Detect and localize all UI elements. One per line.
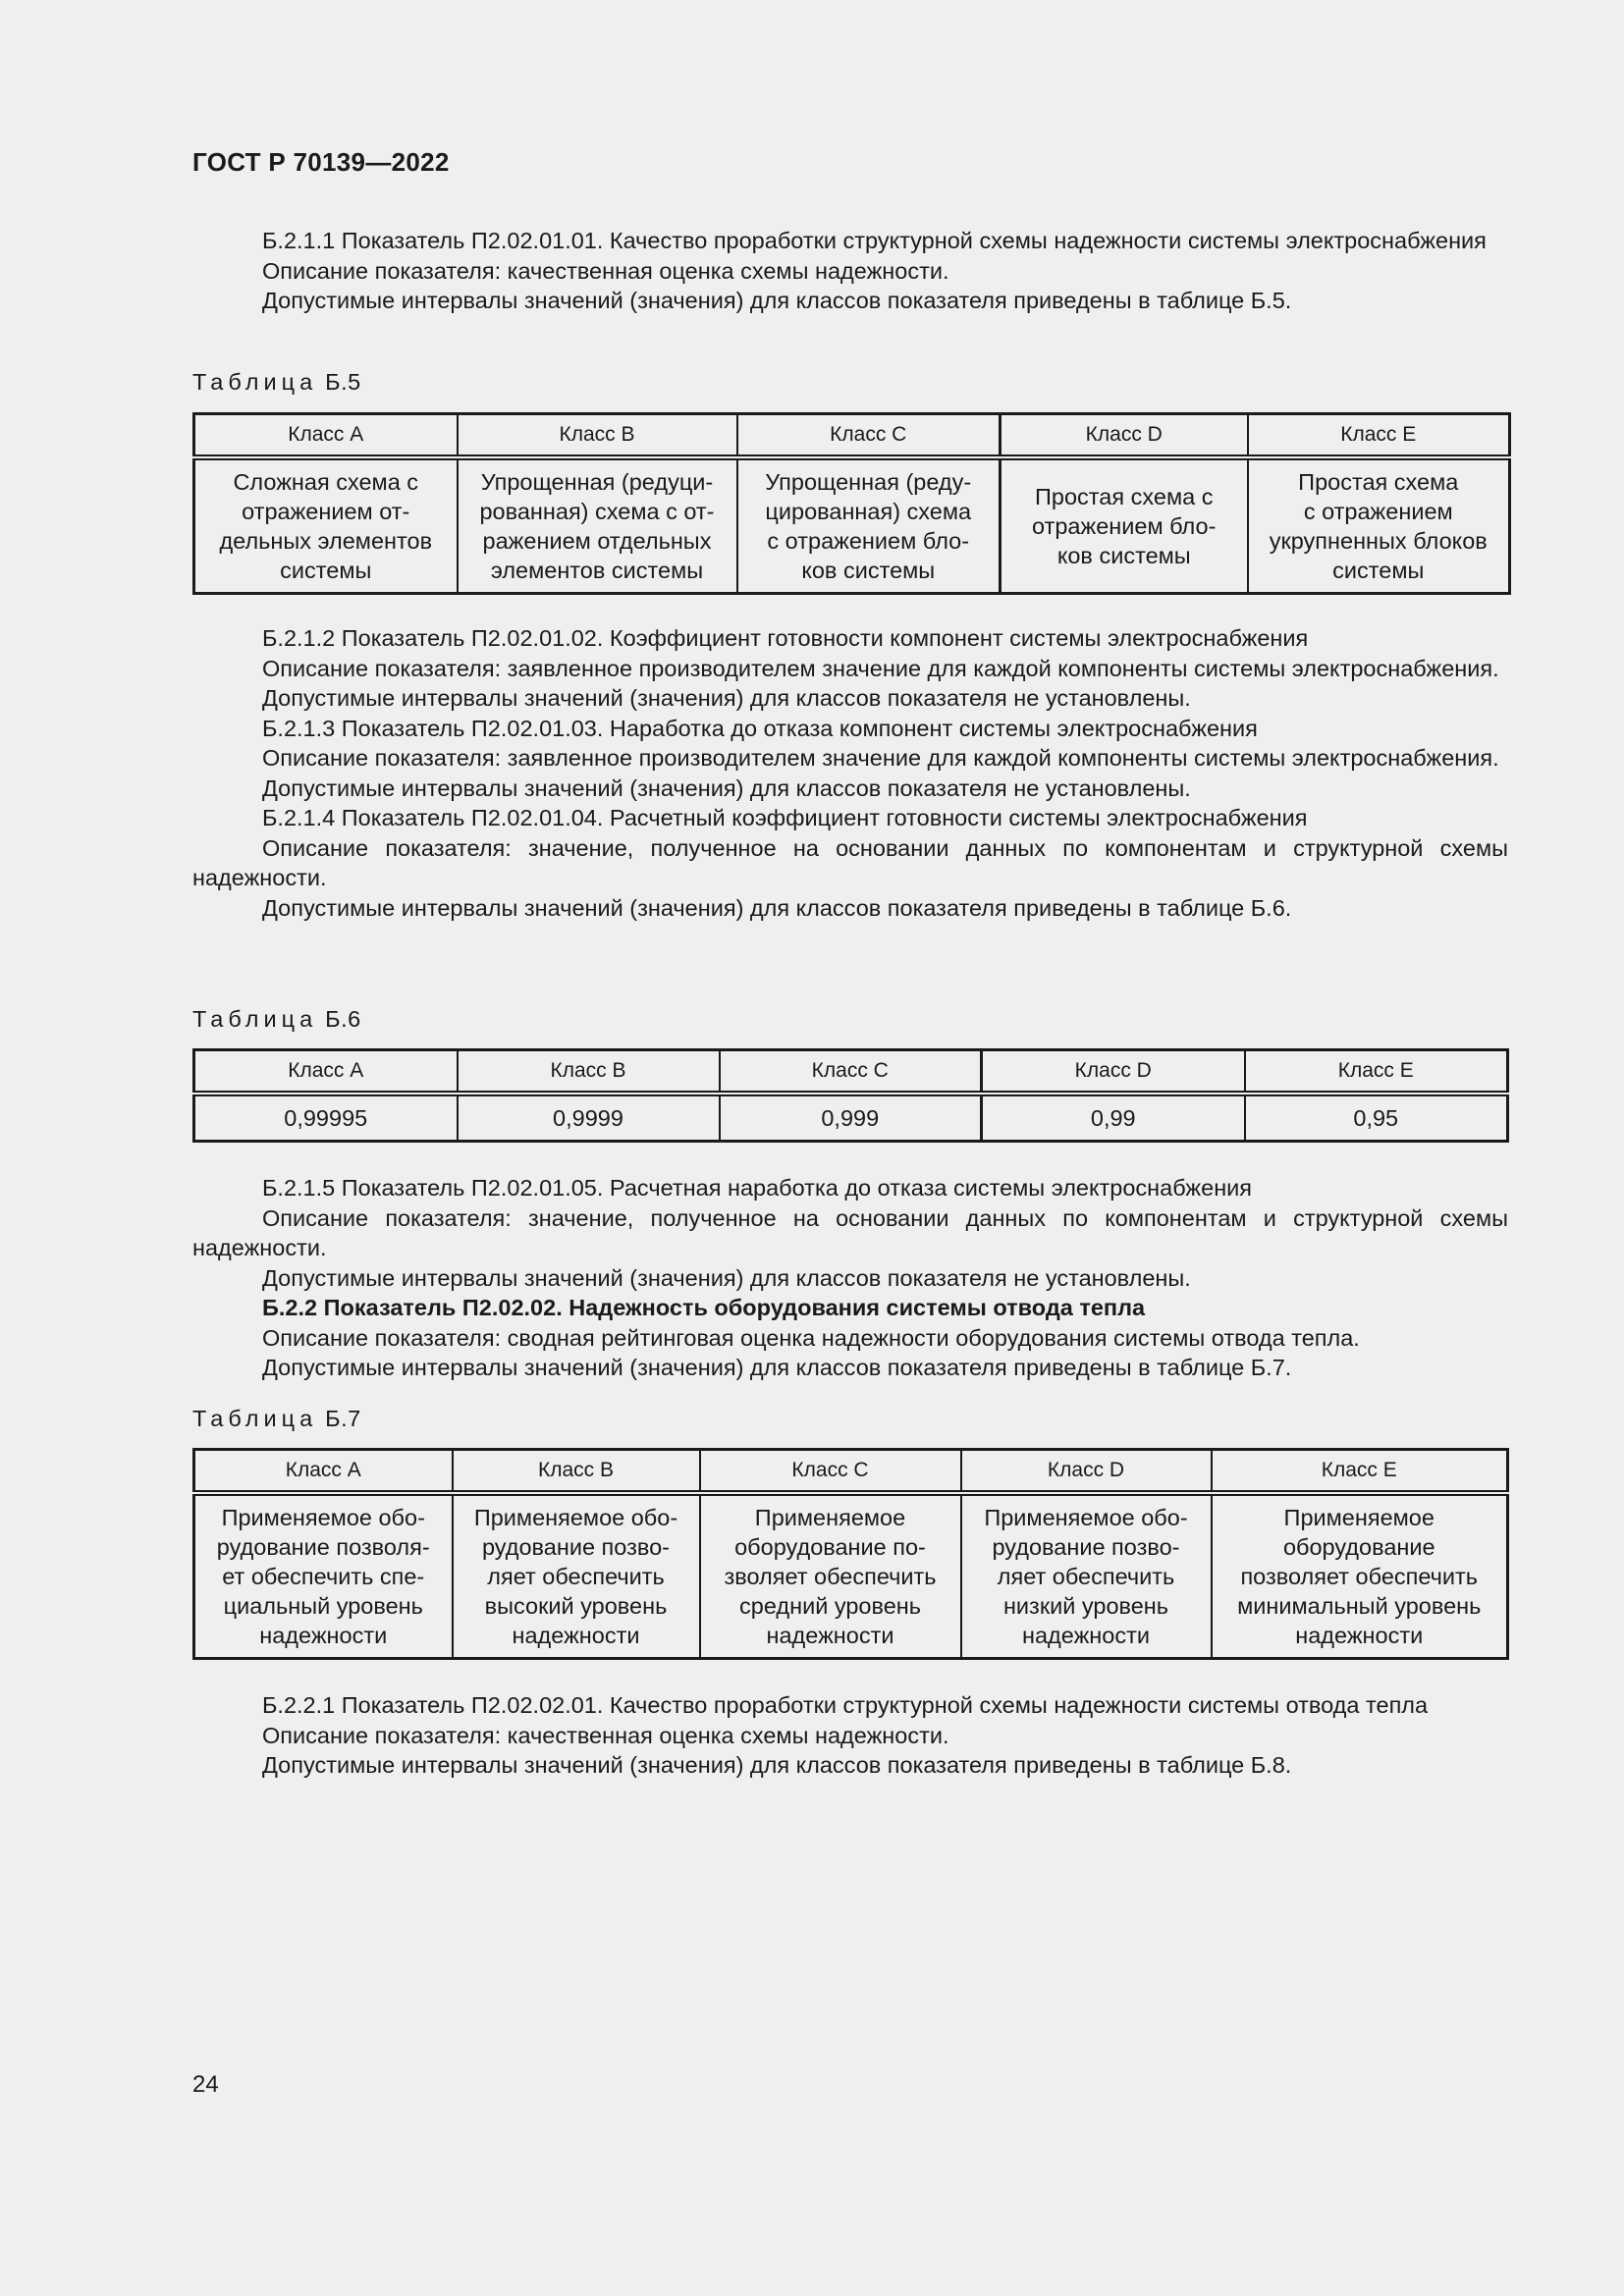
paragraph: Допустимые интервалы значений (значения) для классов показателя не установлены. [262,774,1191,801]
table-cell: Применяемое оборудование позволяет обеспечить минимальный уровень надежности [1212,1493,1508,1658]
column-header: Класс B [458,414,737,458]
paragraph: Описание показателя: значение, полученное на основании данных по компонентам и структурной схемы надежности. [192,834,1508,890]
table-cell: Сложная схема с отражением от- дельных элементов системы [194,457,458,593]
paragraph: Описание показателя: значение, полученное на основании данных по компонентам и структурной схемы надежности. [192,1204,1508,1260]
table-row [194,1493,1508,1658]
table-cell: 0,9999 [458,1094,720,1141]
column-header: Класс D [1001,414,1248,458]
table-cell: Применяемое обо- рудование позволя- ет обеспечить спе- циальный уровень надежности [194,1493,453,1658]
paragraph: Допустимые интервалы значений (значения) для классов показателя приведены в таблице Б.6. [262,894,1292,921]
document-header: ГОСТ Р 70139—2022 [192,147,450,177]
page-number: 24 [192,2071,219,2098]
section-b221 [192,1690,1508,1781]
table-cell: 0,999 [720,1094,982,1141]
paragraph: Допустимые интервалы значений (значения) для классов показателя не установлены. [262,685,1191,711]
paragraph: Б.2.1.4 Показатель П2.02.01.04. Расчетный коэффициент готовности системы электроснабжения [262,805,1308,830]
table-cell: 0,95 [1245,1094,1508,1141]
caption-word: Таблица [192,369,318,395]
column-header: Класс C [700,1450,961,1494]
table-row [194,1094,1508,1141]
paragraph: Описание показателя: заявленное производителем значение для каждой компоненты системы электроснабжения. [262,745,1499,771]
table-row [194,457,1510,593]
column-header: Класс E [1248,414,1510,458]
caption-number: Б.5 [325,369,361,395]
table-header-row [194,1050,1508,1095]
caption-word: Таблица [192,1006,318,1032]
column-header: Класс B [453,1450,700,1494]
column-header: Класс C [737,414,1001,458]
table-header-row [194,1450,1508,1494]
table-cell: Упрощенная (редуци- рованная) схема с от- ражением отдельных элементов системы [458,457,737,593]
paragraph: Б.2.1.3 Показатель П2.02.01.03. Наработка до отказа компонент системы электроснабжения [262,715,1258,741]
paragraph: Допустимые интервалы значений (значения) для классов показателя не установлены. [262,1264,1191,1291]
table-header-row [194,414,1510,458]
paragraph: Допустимые интервалы значений (значения) для классов показателя приведены в таблице Б.7. [262,1355,1292,1380]
table-cell: Применяемое обо- рудование позво- ляет обеспечить низкий уровень надежности [961,1493,1212,1658]
paragraph: Б.2.1.2 Показатель П2.02.01.02. Коэффициент готовности компонент системы электроснабжения [262,625,1309,651]
caption-number: Б.6 [325,1006,361,1032]
caption-word: Таблица [192,1406,318,1431]
caption-number: Б.7 [325,1406,361,1431]
table-b7 [192,1448,1509,1660]
table-cell: Применяемое оборудование по- зволяет обеспечить средний уровень надежности [700,1493,961,1658]
paragraph: Допустимые интервалы значений (значения) для классов показателя приведены в таблице Б.8. [262,1752,1292,1778]
table-caption-b7 [192,1406,361,1432]
section-b215-b22 [192,1173,1508,1383]
paragraph: Б.2.2.1 Показатель П2.02.02.01. Качество проработки структурной схемы надежности системы отвода тепла [262,1692,1429,1718]
column-header: Класс E [1245,1050,1508,1095]
column-header: Класс A [194,1450,453,1494]
table-b6 [192,1048,1509,1143]
table-b5 [192,412,1511,595]
section-b212-b214 [192,623,1508,923]
section-b211 [192,226,1508,316]
column-header: Класс E [1212,1450,1508,1494]
section-heading: Б.2.2 Показатель П2.02.02. Надежность оборудования системы отвода тепла [262,1295,1146,1320]
column-header: Класс C [720,1050,982,1095]
column-header: Класс A [194,414,458,458]
paragraph: Описание показателя: сводная рейтинговая оценка надежности оборудования системы отвода тепла. [262,1324,1360,1351]
column-header: Класс B [458,1050,720,1095]
paragraph: Б.2.1.1 Показатель П2.02.01.01. Качество проработки структурной схемы надежности системы электроснабжения [262,228,1487,253]
paragraph: Описание показателя: заявленное производителем значение для каждой компоненты системы электроснабжения. [262,655,1499,681]
table-caption-b5 [192,369,361,396]
table-cell: 0,99 [982,1094,1245,1141]
table-cell: Применяемое обо- рудование позво- ляет обеспечить высокий уровень надежности [453,1493,700,1658]
table-cell: 0,99995 [194,1094,458,1141]
table-cell: Упрощенная (реду- цированная) схема с отражением бло- ков системы [737,457,1001,593]
column-header: Класс D [961,1450,1212,1494]
column-header: Класс D [982,1050,1245,1095]
column-header: Класс A [194,1050,458,1095]
paragraph: Описание показателя: качественная оценка схемы надежности. [262,257,949,284]
table-cell: Простая схема с отражением укрупненных блоков системы [1248,457,1510,593]
table-caption-b6 [192,1006,361,1033]
paragraph: Описание показателя: качественная оценка схемы надежности. [262,1722,949,1748]
paragraph: Допустимые интервалы значений (значения) для классов показателя приведены в таблице Б.5. [262,288,1292,313]
paragraph: Б.2.1.5 Показатель П2.02.01.05. Расчетная наработка до отказа системы электроснабжения [262,1175,1253,1201]
table-cell: Простая схема с отражением бло- ков системы [1001,457,1248,593]
